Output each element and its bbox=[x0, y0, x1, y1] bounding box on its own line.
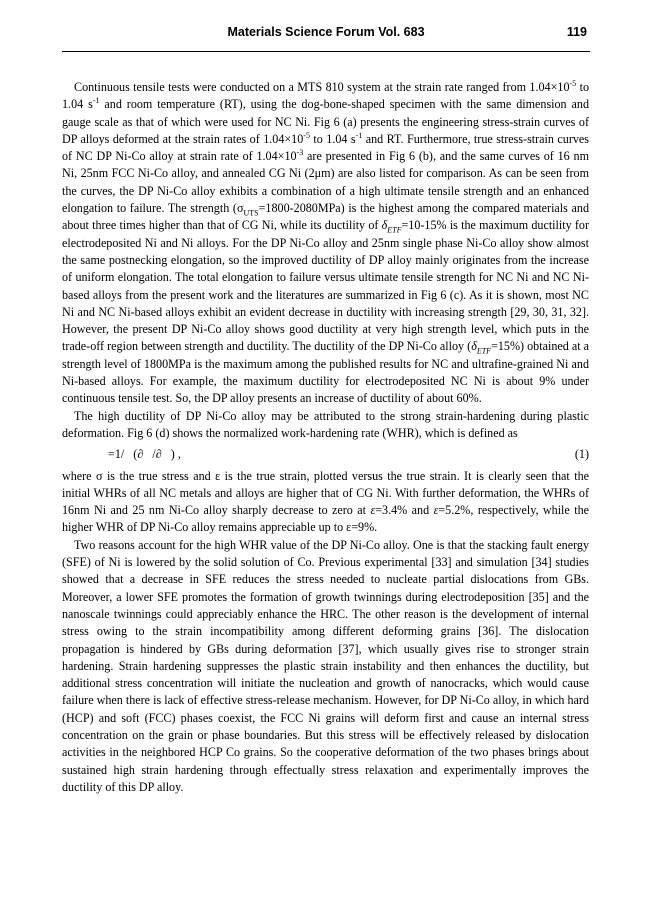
journal-title: Materials Science Forum Vol. 683 bbox=[227, 25, 425, 39]
equation-number: (1) bbox=[574, 447, 589, 462]
equation-expression: =1/ (∂ /∂ ) , bbox=[108, 447, 181, 462]
paragraph-ductility: The high ductility of DP Ni-Co alloy may be attributed to the strong strain-hardening during plastic deformation. Fig 6 (d) shows the normalized work-hardening rate (WHR), which is defined as bbox=[62, 408, 589, 440]
paragraph-whr: where σ is the true stress and ε is the true strain, plotted versus the true strain. It is clearly seen that the initial WHRs of all NC metals and alloys are higher that of CG Ni. With further deformation, the WHRs of 16nm Ni and 25 nm Ni-Co alloy sharply decrease to zero at ε=3.4% and ε=5.2%, respectively, while the higher WHR of DP Ni-Co alloy remains appreciable up to ε=9%. bbox=[62, 468, 589, 535]
article-body bbox=[62, 79, 589, 796]
header-rule bbox=[62, 51, 590, 52]
equation-1 bbox=[62, 446, 589, 463]
paragraph-two-reasons: Two reasons account for the high WHR value of the DP Ni-Co alloy. One is that the stacking fault energy (SFE) of Ni is lowered by the solid solution of Co. Previous experimental [33] and simulation [34] studies showed that a decrease in SFE reduces the stress needed to nucleate partial dislocations from GBs. Moreover, a lower SFE promotes the formation of growth twinnings during electrodeposition [35] and the nanoscale twinnings could appreciably enhance the HRC. The other reason is the development of internal stress owing to the strain incompatibility among different deforming grains [36]. The dislocation propagation is hindered by GBs during deformation [37], which usually gives rise to stronger strain hardening. Strain hardening suppresses the plastic strain instability and then enhances the ductility, but additional stress concentration will initiate the nucleation and growth of nanocracks, which would cause failure when there is lack of effective stress-release mechanism. However, for DP Ni-Co alloy, in which hard (HCP) and soft (FCC) phases coexist, the FCC Ni grains will deform first and cause an internal stress concentration on the grain or phase boundaries. But this stress will be effectively released by dislocation activities in the neighbored HCP Co grains. So the cooperative deformation of the two phases brings about sustained high strain hardening through effectually stress relaxation and experimentally improves the ductility of this DP alloy. bbox=[62, 537, 589, 794]
page-number: 119 bbox=[566, 25, 587, 39]
running-header bbox=[62, 22, 590, 46]
paragraph-tensile-tests: Continuous tensile tests were conducted on a MTS 810 system at the strain rate ranged from $1.04\times 10^{-5}$ to 1.04 $s^{-1}$ and room temperature (RT), using the dog-bone-shaped specimen with the same dimension and gauge scale as that of which were used for NC Ni. Fig 6 (a) presents the engineering stress-strain curves of DP alloys deformed at the strain rates of $1.04\times 10^{-5}$ to 1.04 $s^{-1}$ and RT. Furthermore, true stress-strain curves of NC DP Ni-Co alloy at strain rate of $1.04\times 10^{-3}$ are presented in Fig 6 (b), and the same curves of 16 nm Ni, 25nm FCC Ni-Co alloy, and annealed CG Ni (2μm) are also listed for comparison. As can be seen from the curves, the DP Ni-Co alloy exhibits a combination of a high ultimate tensile strength and an enhanced elongation to failure. The strength $(\sigma_{UTS}=1800-2080MPa)$ is the highest among the compared materials and about three times higher than that of CG Ni, while its ductility of $\delta_{ETF}=10-15\%$ is the maximum ductility for electrodeposited Ni and Ni alloys. For the DP Ni-Co alloy and 25nm single phase Ni-Co alloy show almost the same postnecking elongation, so the improved ductility of DP alloy mainly originates from the increase of uniform elongation. The total elongation to failure versus ultimate tensile strength for NC Ni and NC Ni-based alloys from the present work and the literatures are summarized in Fig 6 (c). As it is shown, most NC Ni and NC Ni-based alloys exhibit an evident decrease in ductility with increasing strength [29, 30, 31, 32]. However, the present DP Ni-Co alloy shows good ductility at very high strength level, which puts in the trade-off region between strength and ductility. The ductility of the DP Ni-Co alloy $(\delta_{ETF}=15\%)$ obtained at a strength level of 1800MPa is the maximum among the published results for NC and ultrafine-grained Ni and Ni-based alloys. For example, the maximum ductility for electrodeposited NC Ni is about 9% under continuous tensile test. So, the DP alloy presents an increase of ductility of about 60%. bbox=[62, 78, 589, 406]
